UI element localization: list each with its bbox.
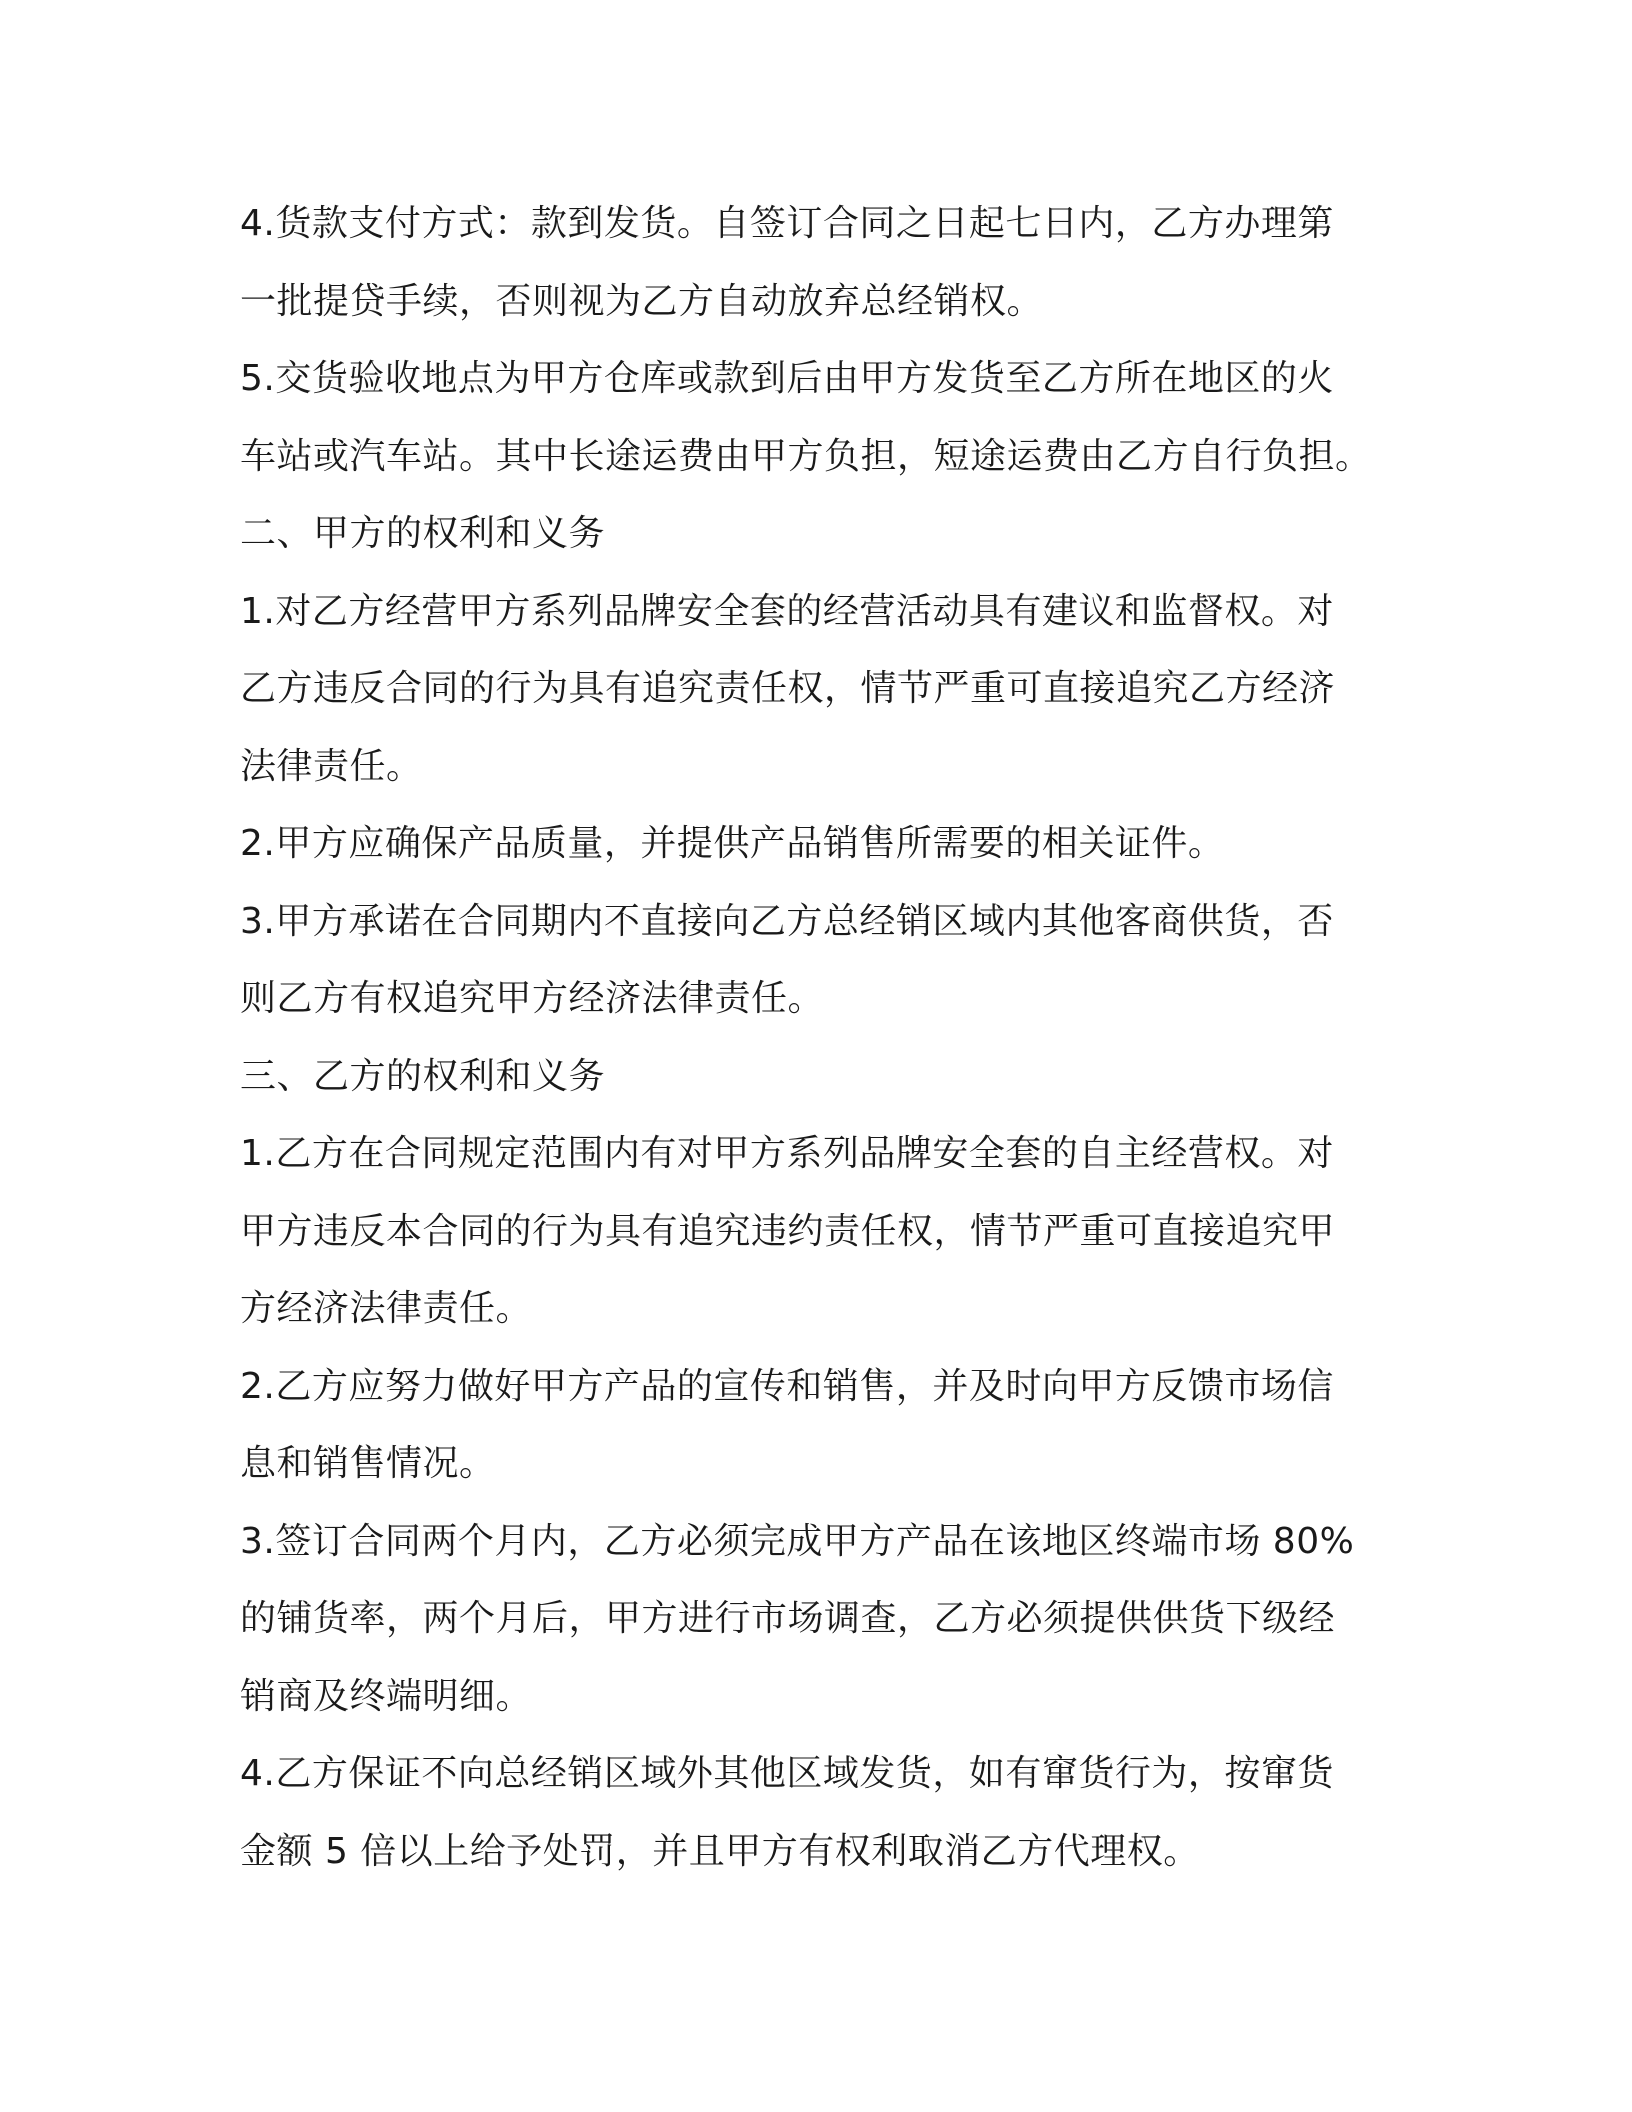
text-line: 销商及终端明细。 <box>240 1675 533 1717</box>
text-line: 3.甲方承诺在合同期内不直接向乙方总经销区域内其他客商供货，否 <box>240 900 1334 942</box>
text-line: 则乙方有权追究甲方经济法律责任。 <box>240 978 825 1019</box>
text-line: 方经济法律责任。 <box>240 1288 533 1329</box>
text-line: 5.交货验收地点为甲方仓库或款到后由甲方发货至乙方所在地区的火 <box>240 358 1334 399</box>
text-line: 车站或汽车站。其中长途运费由甲方负担，短途运费由乙方自行负担。 <box>240 435 1372 477</box>
text-line: 3.签订合同两个月内，乙方必须完成甲方产品在该地区终端市场 80% <box>240 1520 1355 1562</box>
text-line: 法律责任。 <box>240 745 423 787</box>
text-line: 息和销售情况。 <box>240 1443 496 1484</box>
text-line: 2.乙方应努力做好甲方产品的宣传和销售，并及时向甲方反馈市场信 <box>240 1365 1334 1407</box>
text-line: 金额 5 倍以上给予处罚，并且甲方有权利取消乙方代理权。 <box>240 1830 1200 1872</box>
text-line: 1.对乙方经营甲方系列品牌安全套的经营活动具有建议和监督权。对 <box>240 590 1334 632</box>
section-heading: 三、乙方的权利和义务 <box>240 1055 606 1097</box>
text-line: 4.乙方保证不向总经销区域外其他区域发货，如有窜货行为，按窜货 <box>240 1753 1334 1794</box>
text-line: 甲方违反本合同的行为具有追究违约责任权，情节严重可直接追究甲 <box>240 1210 1336 1252</box>
text-line: 乙方违反合同的行为具有追究责任权，情节严重可直接追究乙方经济 <box>240 668 1336 709</box>
text-line: 1.乙方在合同规定范围内有对甲方系列品牌安全套的自主经营权。对 <box>240 1133 1334 1174</box>
text-line: 的铺货率，两个月后，甲方进行市场调查，乙方必须提供供货下级经 <box>240 1598 1336 1639</box>
section-heading: 二、甲方的权利和义务 <box>240 513 606 554</box>
text-line: 2.甲方应确保产品质量，并提供产品销售所需要的相关证件。 <box>240 823 1225 864</box>
text-line: 一批提贷手续，否则视为乙方自动放弃总经销权。 <box>240 280 1044 322</box>
text-line: 4.货款支付方式：款到发货。自签订合同之日起七日内，乙方办理第 <box>240 203 1334 244</box>
contract-body <box>240 185 1400 1890</box>
